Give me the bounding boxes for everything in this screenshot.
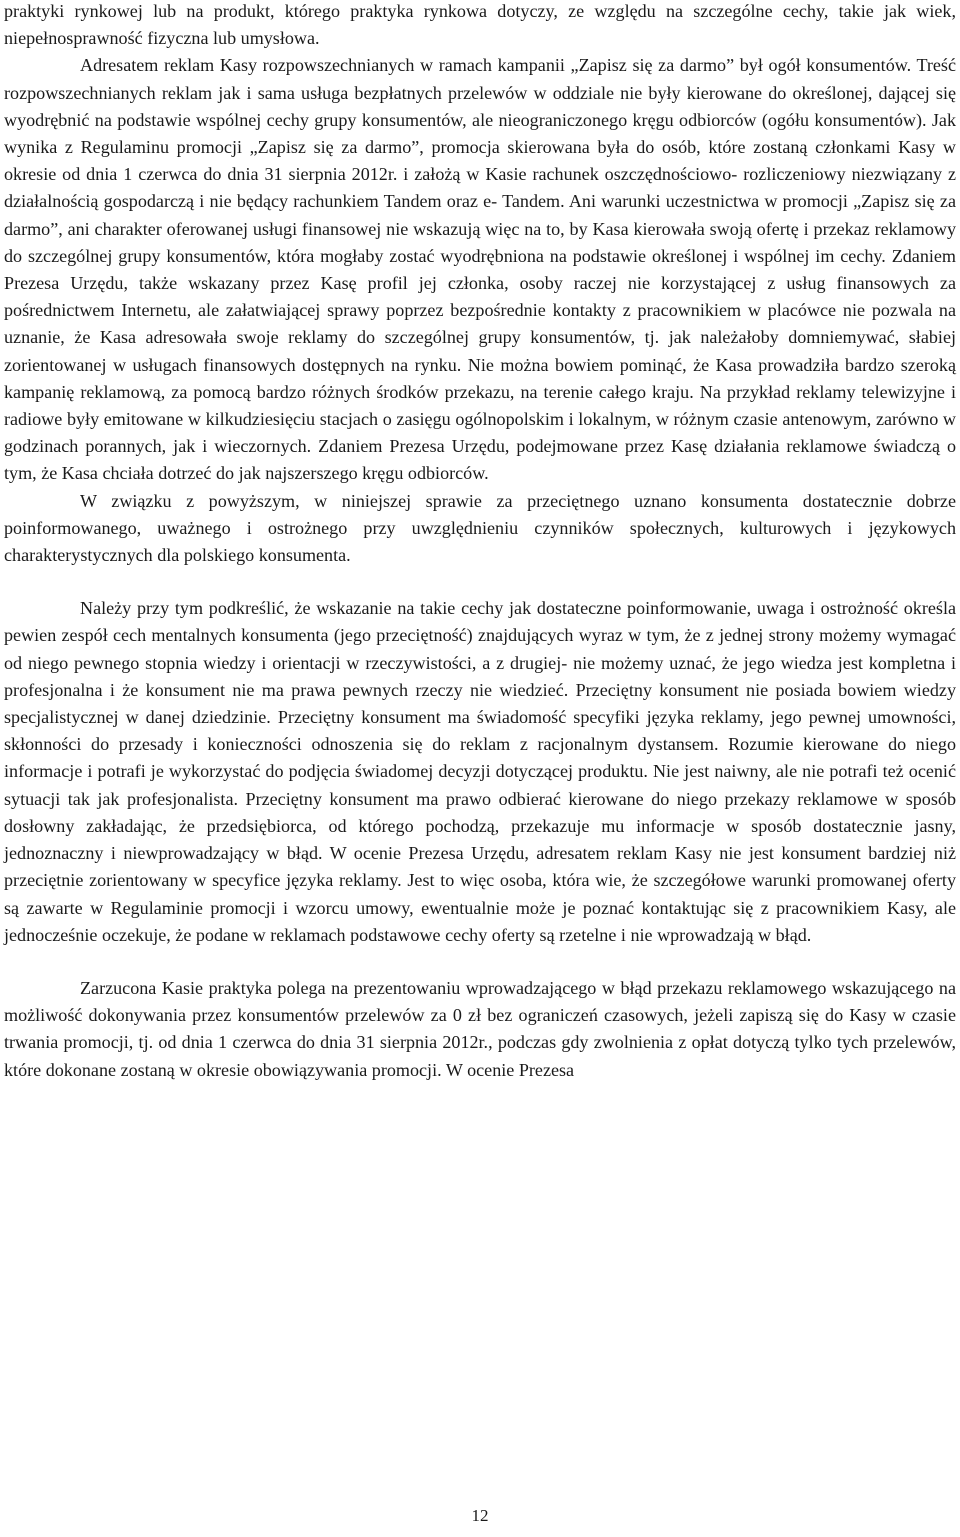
paragraph-2: Adresatem reklam Kasy rozpowszechnianych w ramach kampanii „Zapisz się za darmo” był ogół konsumentów. Treść rozpowszechnianych reklam jak i sama usługa bezpłatnych przelewów w oddziale nie były kierowane do określonej, dającej się wyodrębnić na podstawie wspólnej cechy grupy konsumentów, ale nieograniczonego kręgu odbiorców (ogółu konsumentów). Jak wynika z Regulaminu promocji „Zapisz się za darmo”, promocja skierowana była do osób, które zostaną członkami Kasy w okresie od dnia 1 czerwca do dnia 31 sierpnia 2012r. i założą w Kasie rachunek oszczędnościowo- rozliczeniowy niezwiązany z działalnością gospodarczą i nie będący rachunkiem Tandem oraz e- Tandem. Ani warunki uczestnictwa w promocji „Zapisz się za darmo”, ani charakter oferowanej usługi finansowej nie wskazują więc na to, by Kasa kierowała swoją ofertę i przekaz reklamowy do szczególnej grupy konsumentów, która mogłaby zostać wyodrębniona na podstawie określonej i wspólnej im cechy. Zdaniem Prezesa Urzędu, także wskazany przez Kasę profil jej członka, osoby raczej nie korzystającej z usług finansowych za pośrednictwem Internetu, ale załatwiającej sprawy poprzez bezpośrednie kontakty z pracownikiem w placówce nie pozwala na uznanie, że Kasa adresowała swoje reklamy do szczególnej grupy konsumentów, tj. jak należałoby domniemywać, słabiej zorientowanej w usługach finansowych dostępnych na rynku. Nie można bowiem pominąć, że Kasa prowadziła bardzo szeroką kampanię reklamową, za pomocą bardzo różnych środków przekazu, na terenie całego kraju. Na przykład reklamy telewizyjne i radiowe były emitowane w kilkudziesięciu stacjach o zasięgu ogólnopolskim i lokalnym, w różnym czasie antenowym, zarówno w godzinach porannych, jak i wieczornych. Zdaniem Prezesa Urzędu, podejmowane przez Kasę działania reklamowe świadczą o tym, że Kasa chciała dotrzeć do jak najszerszego kręgu odbiorców.: [4, 55, 956, 484]
paragraph-4: Należy przy tym podkreślić, że wskazanie na takie cechy jak dostateczne poinformowanie, uwaga i ostrożność określa pewien zespół cech mentalnych konsumenta (jego przeciętność) znajdujących wyraz w tym, że z jednej strony możemy wymagać od niego pewnego stopnia wiedzy i orientacji w rzeczywistości, a z drugiej- nie możemy uznać, że jego wiedza jest kompletna i profesjonalna i że konsument nie ma prawa pewnych rzeczy nie wiedzieć. Przeciętny konsument nie posiada bowiem wiedzy specjalistycznej w danej dziedzinie. Przeciętny konsument ma świadomość specyfiki języka reklamy, jego pewnej umowności, skłonności do przesady i konieczności odnoszenia się do reklam z racjonalnym dystansem. Rozumie kierowane do niego informacje i potrafi je wykorzystać do podjęcia świadomej decyzji dotyczącej produktu. Nie jest naiwny, ale nie potrafi też ocenić sytuacji tak jak profesjonalista. Przeciętny konsument ma prawo odbierać kierowane do niego przekazy reklamowe w sposób dosłowny zakładając, że przedsiębiorca, od którego pochodzą, przekazuje mu informacje w sposób dostatecznie jasny, jednoznaczny i niewprowadzający w błąd. W ocenie Prezesa Urzędu, adresatem reklam Kasy nie jest konsument bardziej niż przeciętnie zorientowany w specyfice języka reklamy. Jest to więc osoba, która wie, że szczegółowe warunki promowanej oferty są zawarte w Regulaminie promocji i wzorcu umowy, ewentualnie może je poznać kontaktując się z pracownikiem Kasy, ale jednocześnie oczekuje, że podane w reklamach podstawowe cechy oferty są rzetelne i nie wprowadzają w błąd.: [4, 598, 956, 945]
document-page: [4, 0, 956, 1084]
paragraph-1: praktyki rynkowej lub na produkt, którego praktyka rynkowa dotyczy, ze względu na szczególne cechy, takie jak wiek, niepełnosprawność fizyczna lub umysłowa.: [4, 1, 956, 49]
paragraph-5: Zarzucona Kasie praktyka polega na prezentowaniu wprowadzającego w błąd przekazu reklamowego wskazującego na możliwość dokonywania przez konsumentów przelewów za 0 zł bez ograniczeń czasowych, jeżeli zapiszą się do Kasy w czasie trwania promocji, tj. od dnia 1 czerwca do dnia 31 sierpnia 2012r., podczas gdy zwolnienia z opłat dotyczą tylko tych przelewów, które dokonane zostaną w okresie obowiązywania promocji. W ocenie Prezesa: [4, 977, 956, 1080]
page-number: 12: [471, 1506, 489, 1525]
paragraph-3: W związku z powyższym, w niniejszej sprawie za przeciętnego uznano konsumenta dostatecznie dobrze poinformowanego, uważnego i ostrożnego przy uwzględnieniu czynników społecznych, kulturowych i językowych charakterystycznych dla polskiego konsumenta.: [4, 490, 956, 566]
